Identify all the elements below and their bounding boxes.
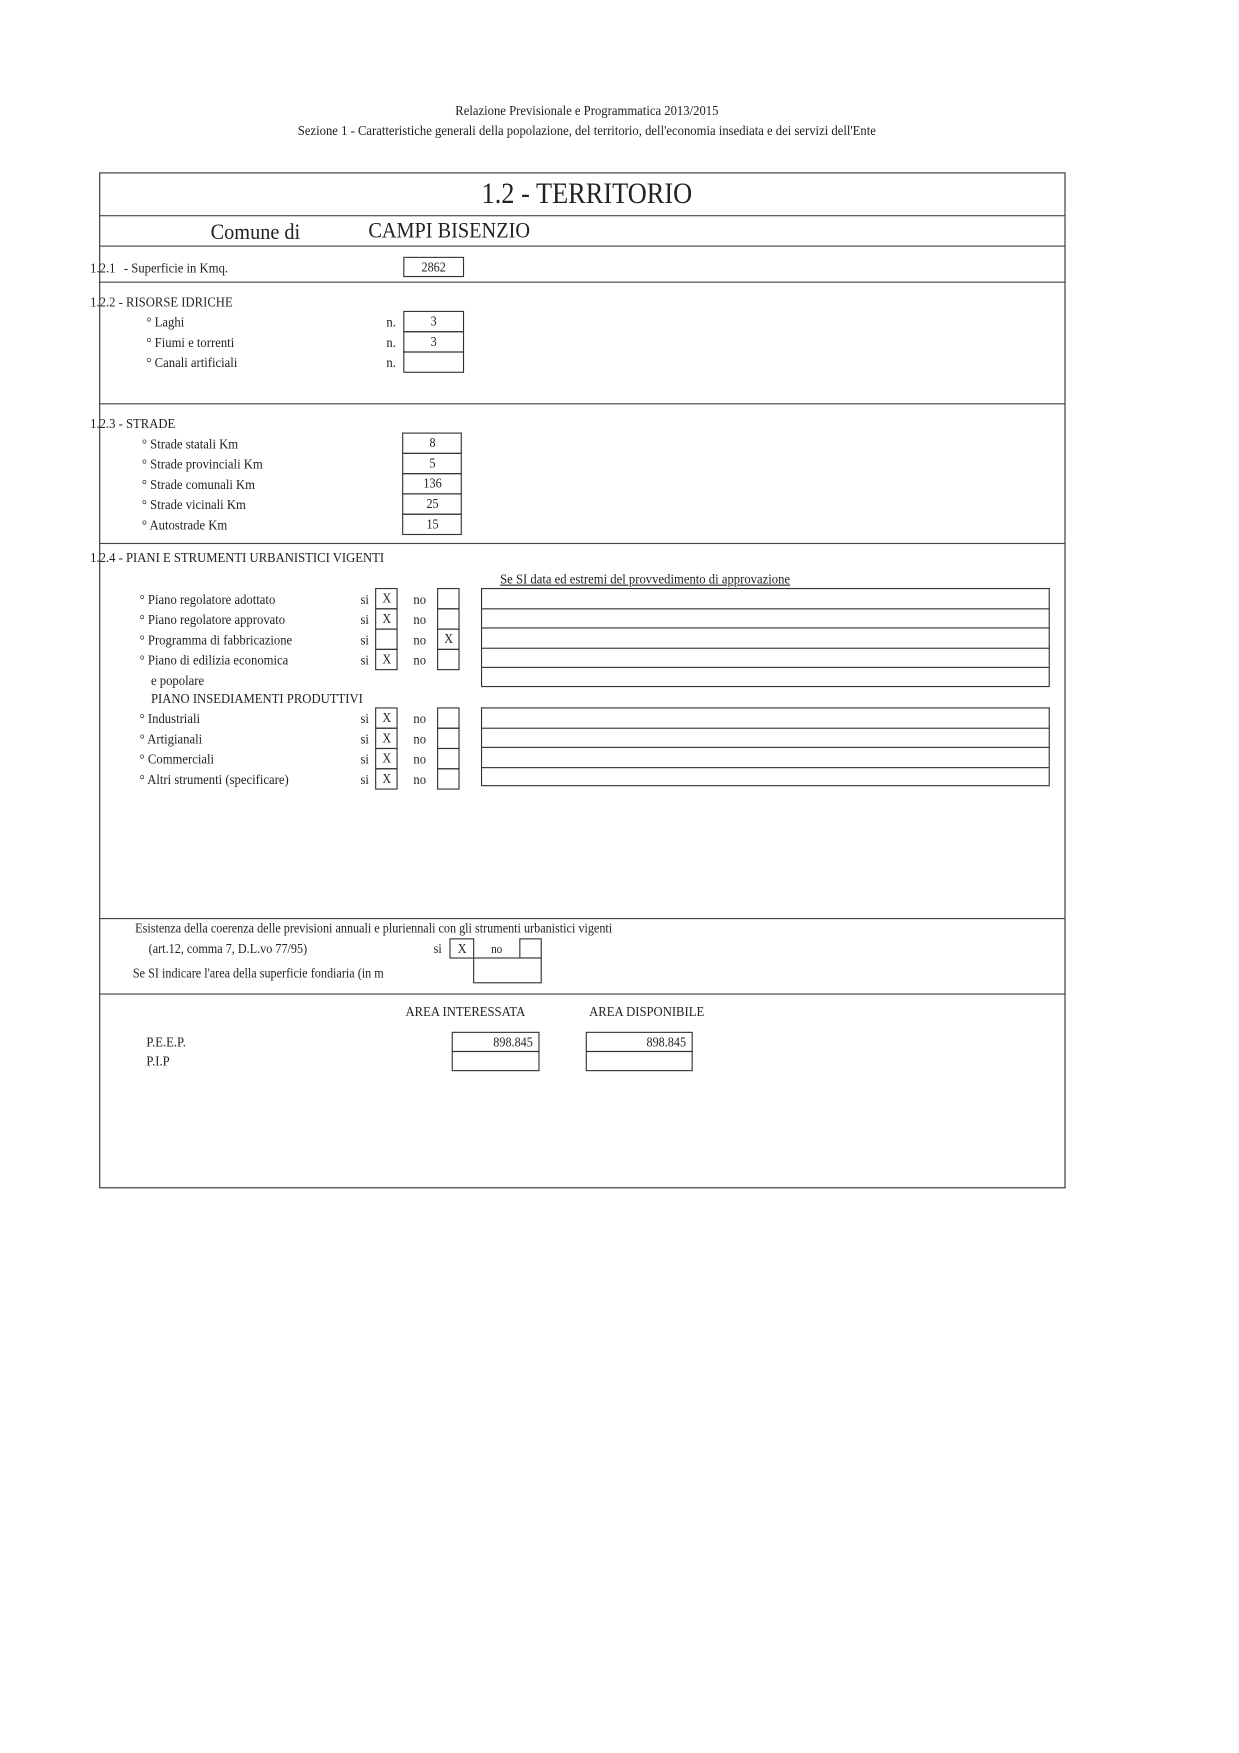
superficie-code: 1.2.1 xyxy=(90,260,116,276)
no-label: no xyxy=(413,631,427,648)
strade-statali-label: ° Strade statali Km xyxy=(141,435,239,452)
pip-area-interessata xyxy=(452,1051,540,1071)
si-checkbox[interactable]: X xyxy=(375,608,398,629)
peep-label: P.E.E.P. xyxy=(146,1034,186,1050)
approval-details-field[interactable] xyxy=(481,588,1050,608)
approval-details-field[interactable] xyxy=(481,767,1050,787)
divider xyxy=(99,918,1065,919)
no-checkbox[interactable] xyxy=(437,588,460,609)
no-label: no xyxy=(413,652,427,668)
plan-item-label: ° Industriali xyxy=(139,710,201,727)
canali-label: ° Canali artificiali xyxy=(146,354,238,371)
no-label: no xyxy=(413,591,427,608)
autostrade-label: ° Autostrade Km xyxy=(141,517,228,533)
coerenza-reference: (art.12, comma 7, D.L.vo 77/95) xyxy=(148,940,308,957)
strade-comunali-label: ° Strade comunali Km xyxy=(141,476,256,493)
no-label: no xyxy=(413,710,427,727)
approval-details-field[interactable] xyxy=(481,667,1050,687)
unit-label: n. xyxy=(386,314,396,331)
piani-heading: 1.2.4 - PIANI E STRUMENTI URBANISTICI VIGENTI xyxy=(90,549,385,566)
approval-details-field[interactable] xyxy=(481,647,1050,667)
pip-area-disponibile xyxy=(586,1051,693,1071)
divider xyxy=(99,543,1065,544)
plan-item-label: ° Commerciali xyxy=(139,751,215,768)
plan-item-label: ° Piano di edilizia economica xyxy=(139,652,289,668)
si-checkbox[interactable]: X xyxy=(375,728,398,749)
si-checkbox[interactable] xyxy=(375,629,398,650)
si-label: si xyxy=(360,731,369,747)
strade-provinciali-label: ° Strade provinciali Km xyxy=(141,456,263,472)
no-checkbox[interactable]: X xyxy=(437,629,460,650)
divider xyxy=(99,403,1065,404)
no-checkbox[interactable] xyxy=(437,707,460,728)
fiumi-value: 3 xyxy=(403,331,464,352)
pip-heading: PIANO INSEDIAMENTI PRODUTTIVI xyxy=(150,690,363,707)
laghi-label: ° Laghi xyxy=(146,314,185,331)
no-checkbox[interactable] xyxy=(437,649,460,670)
superficie-value: 2862 xyxy=(403,257,464,277)
autostrade-value: 15 xyxy=(402,514,462,535)
si-label: si xyxy=(360,710,369,727)
plan-item-label: ° Artigianali xyxy=(139,731,203,747)
si-label: si xyxy=(360,591,369,608)
si-label: si xyxy=(360,631,369,648)
coerenza-no-label: no xyxy=(491,942,503,957)
comune-name: CAMPI BISENZIO xyxy=(368,218,530,244)
strade-heading: 1.2.3 - STRADE xyxy=(90,415,176,432)
si-checkbox[interactable]: X xyxy=(375,748,398,769)
piani-note: Se SI data ed estremi del provvedimento di approvazione xyxy=(500,571,791,587)
header-line-1: Relazione Previsionale e Programmatica 2013/2015 xyxy=(455,102,719,119)
unit-label: n. xyxy=(386,354,396,371)
strade-vicinali-value: 25 xyxy=(402,493,462,514)
no-checkbox[interactable] xyxy=(437,608,460,629)
area-interessata-header: AREA INTERESSATA xyxy=(405,1003,526,1020)
no-label: no xyxy=(413,611,427,628)
strade-vicinali-label: ° Strade vicinali Km xyxy=(141,496,246,513)
plan-item-label: ° Programma di fabbricazione xyxy=(139,631,293,648)
si-label: si xyxy=(360,771,369,788)
divider xyxy=(99,246,1065,247)
no-label: no xyxy=(413,751,427,768)
divider xyxy=(99,282,1065,283)
coerenza-si-checkbox[interactable]: X xyxy=(449,938,474,958)
si-checkbox[interactable]: X xyxy=(375,768,398,789)
approval-details-field[interactable] xyxy=(481,608,1050,628)
si-label: si xyxy=(360,652,369,668)
area-disponibile-header: AREA DISPONIBILE xyxy=(589,1003,705,1020)
approval-details-field[interactable] xyxy=(481,727,1050,747)
continuation-label: e popolare xyxy=(150,672,205,689)
coerenza-no-checkbox[interactable] xyxy=(519,938,542,958)
divider xyxy=(99,993,1065,994)
approval-details-field[interactable] xyxy=(481,707,1050,727)
strade-provinciali-value: 5 xyxy=(402,453,462,474)
plan-item-label: ° Piano regolatore approvato xyxy=(139,611,286,628)
si-label: si xyxy=(360,751,369,768)
no-label: no xyxy=(413,731,427,747)
si-checkbox[interactable]: X xyxy=(375,649,398,670)
comune-label: Comune di xyxy=(210,219,301,245)
plan-item-label: ° Altri strumenti (specificare) xyxy=(139,771,289,788)
no-checkbox[interactable] xyxy=(437,728,460,749)
strade-comunali-value: 136 xyxy=(402,473,462,494)
peep-area-disponibile: 898.845 xyxy=(586,1032,693,1052)
risorse-heading: 1.2.2 - RISORSE IDRICHE xyxy=(90,293,233,310)
superficie-fondiaria-label: Se SI indicare l'area della superficie fondiaria (in m xyxy=(132,965,384,982)
no-label: no xyxy=(413,771,427,788)
no-checkbox[interactable] xyxy=(437,748,460,769)
plan-item-label: ° Piano regolatore adottato xyxy=(139,591,276,608)
unit-label: n. xyxy=(386,334,396,351)
coerenza-text: Esistenza della coerenza delle previsioni annuali e pluriennali con gli strumenti urbanistici vigenti xyxy=(135,920,613,937)
laghi-value: 3 xyxy=(403,311,464,332)
divider xyxy=(99,215,1065,216)
superficie-label: - Superficie in Kmq. xyxy=(123,260,229,276)
fiumi-label: ° Fiumi e torrenti xyxy=(146,334,235,351)
pip-label: P.I.P xyxy=(146,1053,170,1069)
strade-statali-value: 8 xyxy=(402,433,462,454)
si-checkbox[interactable]: X xyxy=(375,588,398,609)
superficie-fondiaria-field[interactable] xyxy=(473,957,542,983)
si-label: si xyxy=(360,611,369,628)
canali-value xyxy=(403,351,464,372)
approval-details-field[interactable] xyxy=(481,747,1050,767)
no-checkbox[interactable] xyxy=(437,768,460,789)
si-checkbox[interactable]: X xyxy=(375,707,398,728)
approval-details-field[interactable] xyxy=(481,628,1050,648)
peep-area-interessata: 898.845 xyxy=(452,1032,540,1052)
header-line-2: Sezione 1 - Caratteristiche generali della popolazione, del territorio, dell'economia insediata e dei servizi dell'Ente xyxy=(297,122,876,139)
section-title: 1.2 - TERRITORIO xyxy=(481,176,693,210)
coerenza-si-label: si xyxy=(433,940,442,957)
